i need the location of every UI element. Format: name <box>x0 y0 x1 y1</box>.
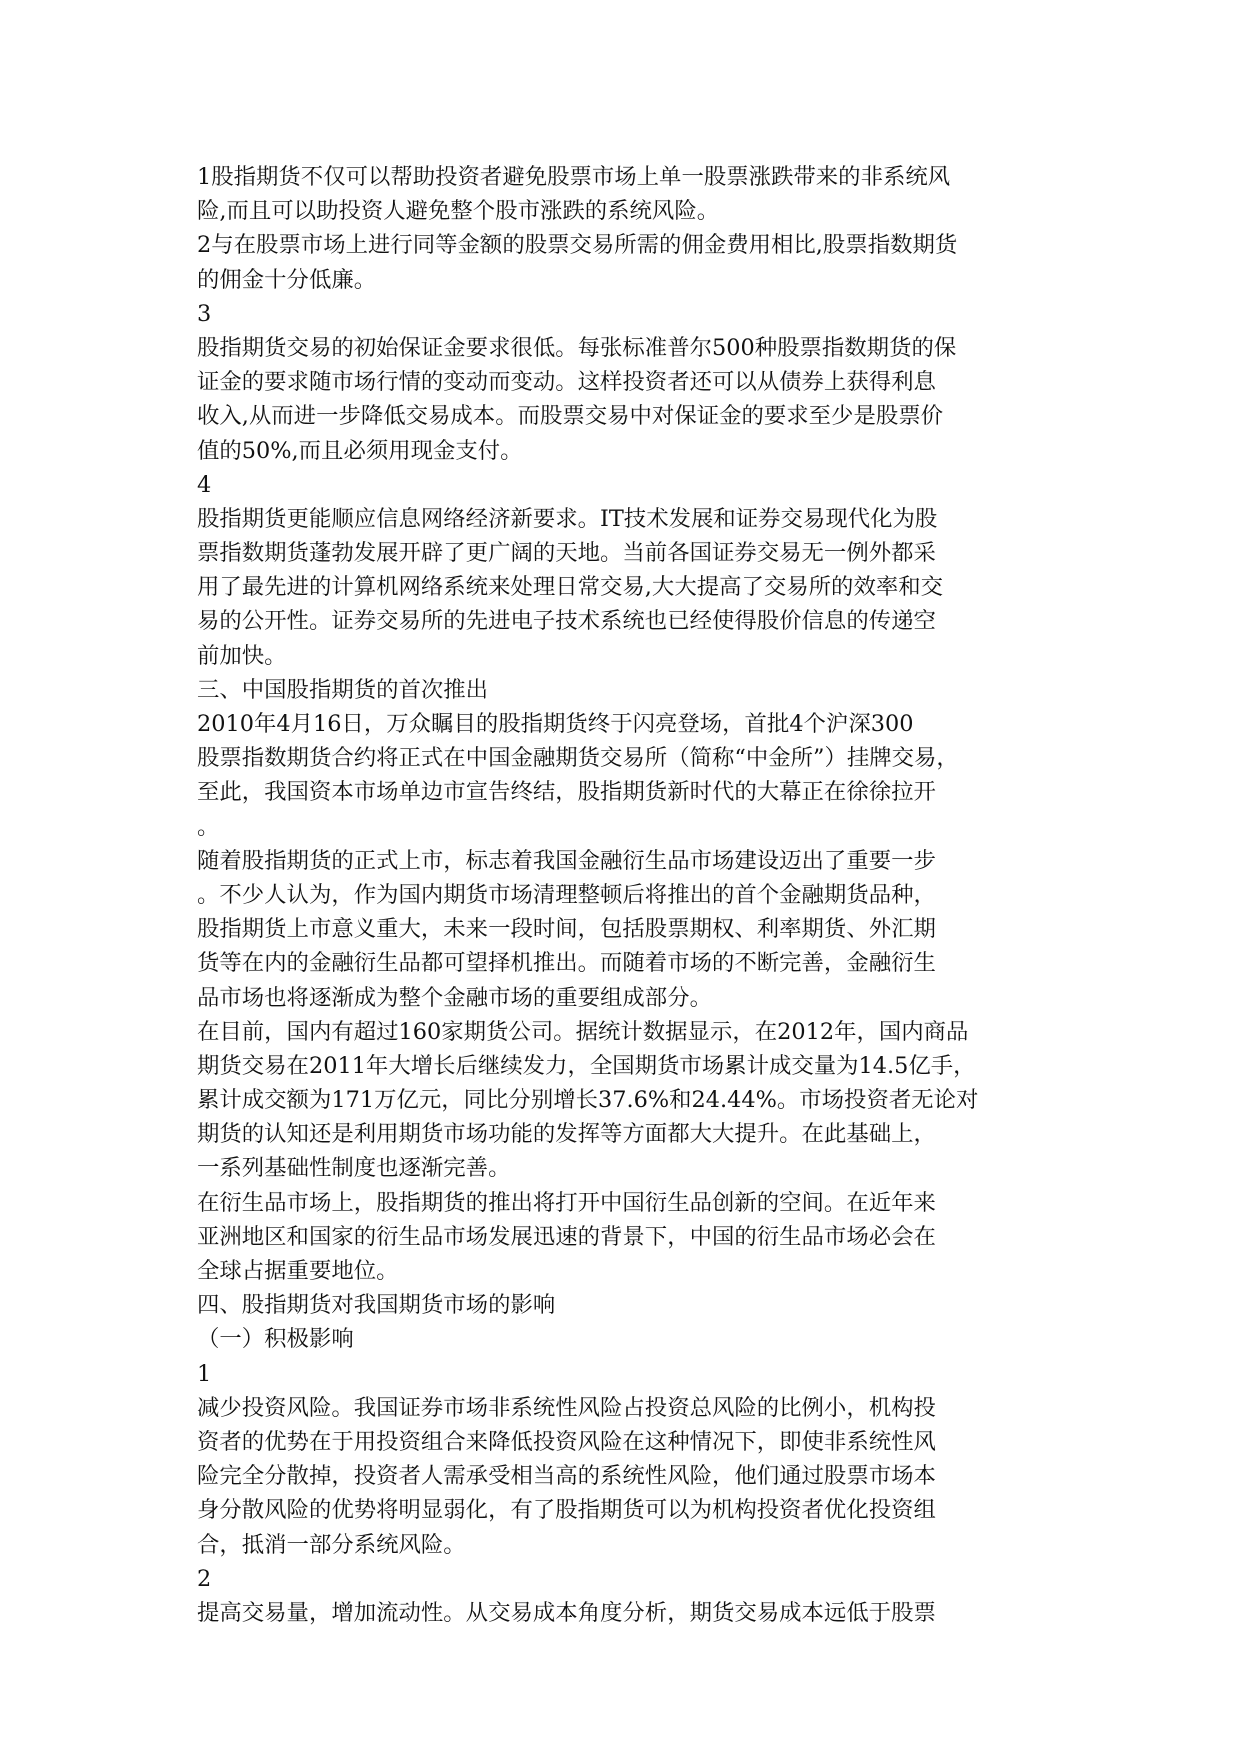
text-line: 值的50%,而且必须用现金支付。 <box>197 437 523 464</box>
text-line: 4 <box>197 471 212 498</box>
text-line: 股票指数期货合约将正式在中国金融期货交易所（简称“中金所”）挂牌交易， <box>197 745 959 772</box>
text-line: 1 <box>197 1360 212 1387</box>
text-line: 四、股指期货对我国期货市场的影响 <box>197 1292 556 1319</box>
text-line: 品市场也将逐渐成为整个金融市场的重要组成部分。 <box>197 984 712 1011</box>
text-line: 资者的优势在于用投资组合来降低投资风险在这种情况下，即使非系统性风 <box>197 1428 936 1455</box>
text-line: 至此，我国资本市场单边市宣告终结，股指期货新时代的大幕正在徐徐拉开 <box>197 779 936 806</box>
text-line: 2与在股票市场上进行同等金额的股票交易所需的佣金费用相比,股票指数期货 <box>197 232 958 259</box>
text-line: 累计成交额为171万亿元，同比分别增长37.6%和24.44%。市场投资者无论对 <box>197 1087 979 1114</box>
text-line: 身分散风险的优势将明显弱化，有了股指期货可以为机构投资者优化投资组 <box>197 1497 936 1524</box>
text-line: 提高交易量，增加流动性。从交易成本角度分析，期货交易成本远低于股票 <box>197 1599 936 1626</box>
text-line: 期货交易在2011年大增长后继续发力，全国期货市场累计成交量为14.5亿手， <box>197 1052 976 1079</box>
text-line: 合，抵消一部分系统风险。 <box>197 1531 466 1558</box>
text-line: 2 <box>197 1565 212 1592</box>
text-line: 3 <box>197 300 212 327</box>
text-line: 亚洲地区和国家的衍生品市场发展迅速的背景下，中国的衍生品市场必会在 <box>197 1223 936 1250</box>
text-line: 1股指期货不仅可以帮助投资者避免股票市场上单一股票涨跌带来的非系统风 <box>197 164 951 190</box>
text-line: 在衍生品市场上，股指期货的推出将打开中国衍生品创新的空间。在近年来 <box>197 1189 936 1216</box>
text-line: 用了最先进的计算机网络系统来处理日常交易,大大提高了交易所的效率和交 <box>197 574 944 601</box>
text-line: 票指数期货蓬勃发展开辟了更广阔的天地。当前各国证券交易无一例外都采 <box>197 540 936 567</box>
text-line: 股指期货交易的初始保证金要求很低。每张标准普尔500种股票指数期货的保 <box>197 334 957 361</box>
text-line: 货等在内的金融衍生品都可望择机推出。而随着市场的不断完善，金融衍生 <box>197 950 936 977</box>
text-line: 期货的认知还是利用期货市场功能的发挥等方面都大大提升。在此基础上， <box>197 1121 936 1148</box>
text-line: 三、中国股指期货的首次推出 <box>197 676 489 703</box>
document-body <box>197 160 1047 1630</box>
text-line: 。 <box>197 813 220 840</box>
text-line: 险完全分散掉，投资者人需承受相当高的系统性风险，他们通过股票市场本 <box>197 1463 936 1490</box>
text-line: 全球占据重要地位。 <box>197 1258 399 1284</box>
text-line: 股指期货上市意义重大，未来一段时间，包括股票期权、利率期货、外汇期 <box>197 916 936 943</box>
text-line: 证金的要求随市场行情的变动而变动。这样投资者还可以从债券上获得利息 <box>197 369 936 396</box>
text-line: 前加快。 <box>197 642 287 669</box>
text-line: 。不少人认为，作为国内期货市场清理整顿后将推出的首个金融期货品种， <box>197 881 936 908</box>
text-line: 收入,从而进一步降低交易成本。而股票交易中对保证金的要求至少是股票价 <box>197 403 944 430</box>
text-line: （一）积极影响 <box>197 1326 354 1353</box>
text-line: 险,而且可以助投资人避免整个股市涨跌的系统风险。 <box>197 198 720 225</box>
text-line: 减少投资风险。我国证券市场非系统性风险占投资总风险的比例小，机构投 <box>197 1394 936 1421</box>
text-line: 2010年4月16日，万众瞩目的股指期货终于闪亮登场，首批4个沪深300 <box>197 711 914 737</box>
text-line: 一系列基础性制度也逐渐完善。 <box>197 1155 511 1182</box>
text-line: 在目前，国内有超过160家期货公司。据统计数据显示，在2012年，国内商品 <box>197 1018 969 1045</box>
text-line: 的佣金十分低廉。 <box>197 266 377 293</box>
text-line: 随着股指期货的正式上市，标志着我国金融衍生品市场建设迈出了重要一步 <box>197 847 936 874</box>
text-line: 股指期货更能顺应信息网络经济新要求。IT技术发展和证券交易现代化为股 <box>197 505 938 532</box>
text-line: 易的公开性。证券交易所的先进电子技术系统也已经使得股价信息的传递空 <box>197 608 936 635</box>
